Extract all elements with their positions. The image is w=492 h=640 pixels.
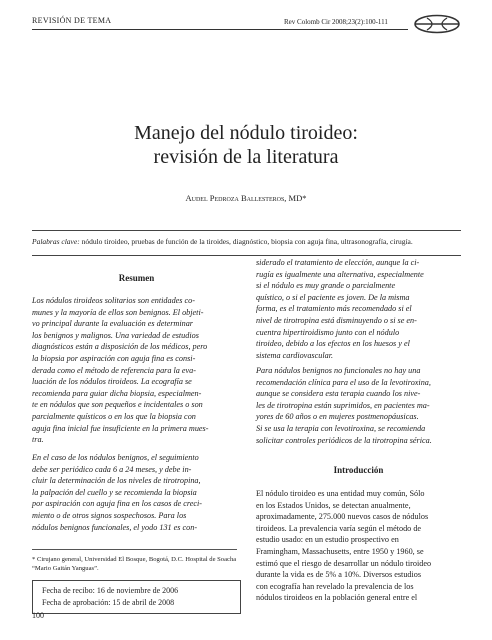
page-number: 100 <box>32 611 44 620</box>
text-line: yores de 60 años o en mujeres postmenopáusicas. <box>256 412 419 422</box>
text-line: la palpación del cuello y se recomienda la biopsia <box>32 487 197 497</box>
text-line: Los nódulos tiroideos solitarios son entidades co- <box>32 296 195 305</box>
keywords-text: nódulo tiroideo, pruebas de función de la tiroides, diagnóstico, biopsia con aguja fina, ultrasonografía, cirugía. <box>81 237 413 246</box>
keywords-bottom-rule <box>32 255 461 256</box>
text-line: nódulos tiroideos en la población general entre el <box>256 593 418 603</box>
text-line: la biopsia por aspiración con aguja fina es consi- <box>32 353 196 363</box>
keywords-top-rule <box>32 230 461 231</box>
resumen-paragraph-4 <box>256 365 461 446</box>
article-title-line-2: revisión de la literatura <box>153 146 339 168</box>
approved-date: Fecha de aprobación: 15 de abril de 2008 <box>42 597 175 607</box>
text-line: recomendación clínica para el uso de la levotiroxina, <box>256 377 431 387</box>
text-line: nódulos benignos funcionales, el yodo 131 es con- <box>32 522 198 532</box>
text-line: El nódulo tiroideo es una entidad muy común, Sólo <box>256 489 425 498</box>
text-line: munes y la mayoría de ellos son benignos. El objeti- <box>32 307 204 317</box>
introduccion-paragraph-1 <box>256 488 461 604</box>
text-line: luación de los nódulos tiroideos. La ecografía se <box>32 377 192 387</box>
text-line: sistema cardiovascular. <box>256 350 334 360</box>
text-line: recomienda para guiar dicha biopsia, especialmen- <box>32 388 202 398</box>
text-line: aguja fina inicial fue insuficiente en la primera mues- <box>32 423 209 433</box>
text-line: derada como el método de referencia para la eva- <box>32 365 197 375</box>
text-line: tiroideo, debido a los efectos en los huesos y el <box>256 339 410 349</box>
text-line: estimó que el riesgo de desarrollar un nódulo tiroideo <box>256 558 432 568</box>
section-label: REVISIÓN DE TEMA <box>32 16 112 25</box>
text-line: nivel de tirotropina está disminuyendo o si se en- <box>256 315 417 325</box>
text-line: tra. <box>32 435 44 445</box>
keywords <box>32 237 461 246</box>
resumen-paragraph-3 <box>256 257 461 361</box>
resumen-paragraph-2 <box>32 452 241 533</box>
text-line: debe ser periódico cada 6 a 24 meses, y debe in- <box>32 464 192 474</box>
journal-logo-icon <box>413 14 461 34</box>
text-line: diagnósticos están a disposición de los médicos, pero <box>32 342 208 352</box>
text-line: forma, es el tratamiento más recomendado si el <box>256 304 412 314</box>
text-line: miento o de otros signos sospechosos. Para los <box>32 510 187 520</box>
introduccion-heading: Introducción <box>333 465 384 475</box>
text-line: siderado el tratamiento de elección, aunque la ci- <box>256 258 420 267</box>
text-line: Para nódulos benignos no funcionales no hay una <box>256 366 421 375</box>
text-line: en los Estados Unidos, se detectan anualmente, <box>256 500 411 510</box>
text-line: parcialmente quísticos o en los que la biopsia con <box>32 411 196 421</box>
text-line: aunque se considera esta terapia cuando los nive- <box>256 389 421 399</box>
text-line: solicitar controles periódicos de la tirotropina sérica. <box>256 435 432 445</box>
text-line: por aspiración con aguja fina en los casos de creci- <box>32 499 203 509</box>
text-line: quístico, o si el paciente es joven. De la misma <box>256 292 410 302</box>
resumen-paragraph-1 <box>32 295 241 446</box>
text-line: vo principal durante la evaluación es determinar <box>32 319 193 329</box>
text-line: te en nódulos que son pequeños e incidentales o son <box>32 400 203 410</box>
text-line: estudio usado: en un estudio prospectivo en <box>256 535 399 545</box>
header-rule <box>32 29 408 30</box>
text-line: aproximadamente, 275.000 nuevos casos de nódulos <box>256 512 429 522</box>
text-line: Framingham, Massachusetts, entre 1950 y 1960, se <box>256 546 424 556</box>
received-date: Fecha de recibo: 16 de noviembre de 2006 <box>42 586 179 595</box>
text-line: los benignos y malignos. Una variedad de estudios <box>32 330 199 340</box>
text-line: con ecografía han revelado la prevalencia de los <box>256 581 414 591</box>
author-footnote: * Cirujano general, Universidad El Bosque, Bogotá, D.C. Hospital de Soacha “Mario Gaitán Yanguas”. <box>32 556 237 572</box>
text-line: cluir la determinación de los niveles de tirotropina, <box>32 476 201 486</box>
text-line: rugía es igualmente una alternativa, especialmente <box>256 269 424 279</box>
keywords-label: Palabras clave: <box>32 237 80 246</box>
author-name: Audel Pedroza Ballesteros, MD* <box>185 193 307 203</box>
text-line: durante la vida es de 5% a 10%. Diversos estudios <box>256 570 422 580</box>
text-line: les de tirotropina están suprimidos, en pacientes ma- <box>256 400 430 410</box>
dates-box <box>32 580 241 614</box>
journal-citation: Rev Colomb Cir 2008;23(2):100-111 <box>284 18 388 26</box>
text-line: si el nódulo es muy grande o parcialmente <box>256 281 396 291</box>
text-line: tiroideos. La prevalencia varía según el método de <box>256 523 422 533</box>
text-line: Si se usa la terapia con levotiroxina, se recomienda <box>256 423 426 433</box>
text-line: En el caso de los nódulos benignos, el seguimiento <box>32 453 199 462</box>
article-title-line-1: Manejo del nódulo tiroideo: <box>134 122 358 144</box>
text-line: cuentra hipertiroidismo junto con el nódulo <box>256 327 400 337</box>
footnote-rule <box>32 549 237 550</box>
resumen-heading: Resumen <box>118 273 155 283</box>
